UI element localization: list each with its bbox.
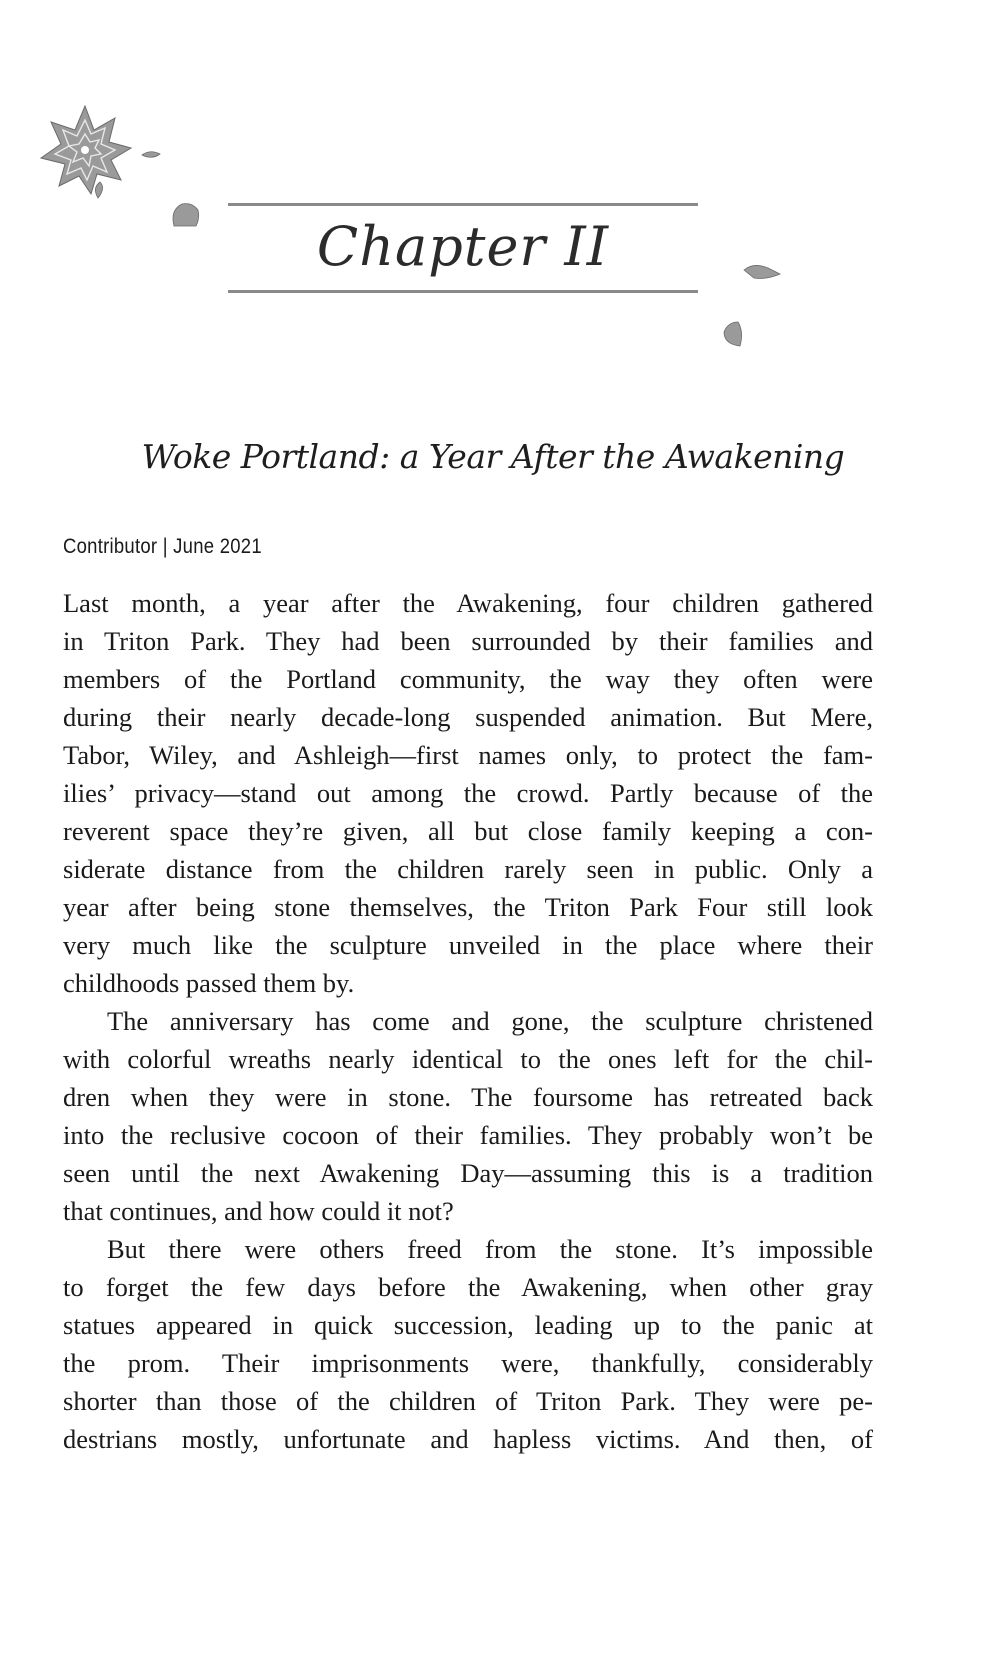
text-line: very much like the sculpture unveiled in the place where their bbox=[63, 930, 873, 960]
petal-icon bbox=[722, 318, 748, 348]
article-title: Woke Portland: a Year After the Awakening bbox=[141, 437, 845, 476]
text-line: Last month, a year after the Awakening, four children gathered bbox=[63, 588, 873, 618]
text-line: members of the Portland community, the way they often were bbox=[63, 664, 873, 694]
text-line: to forget the few days before the Awakening, when other gray bbox=[63, 1272, 873, 1302]
text-line: in Triton Park. They had been surrounded by their families and bbox=[63, 626, 873, 656]
cherry-blossom-icon bbox=[30, 100, 170, 200]
text-line: Tabor, Wiley, and Ashleigh—first names only, to protect the fam- bbox=[63, 740, 873, 770]
chapter-title: Chapter II bbox=[316, 215, 610, 278]
chapter-rule-top bbox=[228, 203, 698, 206]
byline: Contributor | June 2021 bbox=[63, 535, 262, 558]
chapter-rule-bottom bbox=[228, 290, 698, 293]
text-line: siderate distance from the children rarely seen in public. Only a bbox=[63, 854, 873, 884]
text-line: seen until the next Awakening Day—assuming this is a tradition bbox=[63, 1158, 873, 1188]
text-line: the prom. Their imprisonments were, thankfully, considerably bbox=[63, 1348, 873, 1378]
petal-icon bbox=[742, 262, 782, 282]
article-body bbox=[63, 584, 873, 1458]
text-line: shorter than those of the children of Triton Park. They were pe- bbox=[63, 1386, 873, 1416]
text-line: into the reclusive cocoon of their families. They probably won’t be bbox=[63, 1120, 873, 1150]
text-line: during their nearly decade-long suspended animation. But Mere, bbox=[63, 702, 873, 732]
paragraph bbox=[63, 584, 873, 1002]
text-line: statues appeared in quick succession, leading up to the panic at bbox=[63, 1310, 873, 1340]
text-line: that continues, and how could it not? bbox=[63, 1196, 454, 1226]
text-line: ilies’ privacy—stand out among the crowd. Partly because of the bbox=[63, 778, 873, 808]
text-line: destrians mostly, unfortunate and hapless victims. And then, of bbox=[63, 1424, 873, 1454]
text-line: year after being stone themselves, the Triton Park Four still look bbox=[63, 892, 873, 922]
text-line: The anniversary has come and gone, the sculpture christened bbox=[107, 1006, 873, 1036]
petal-icon bbox=[170, 200, 204, 230]
text-line: childhoods passed them by. bbox=[63, 968, 355, 998]
paragraph bbox=[63, 1230, 873, 1458]
text-line: with colorful wreaths nearly identical to the ones left for the chil- bbox=[63, 1044, 873, 1074]
paragraph bbox=[63, 1002, 873, 1230]
text-line: reverent space they’re given, all but close family keeping a con- bbox=[63, 816, 873, 846]
text-line: dren when they were in stone. The foursome has retreated back bbox=[63, 1082, 873, 1112]
text-line: But there were others freed from the stone. It’s impossible bbox=[107, 1234, 873, 1264]
